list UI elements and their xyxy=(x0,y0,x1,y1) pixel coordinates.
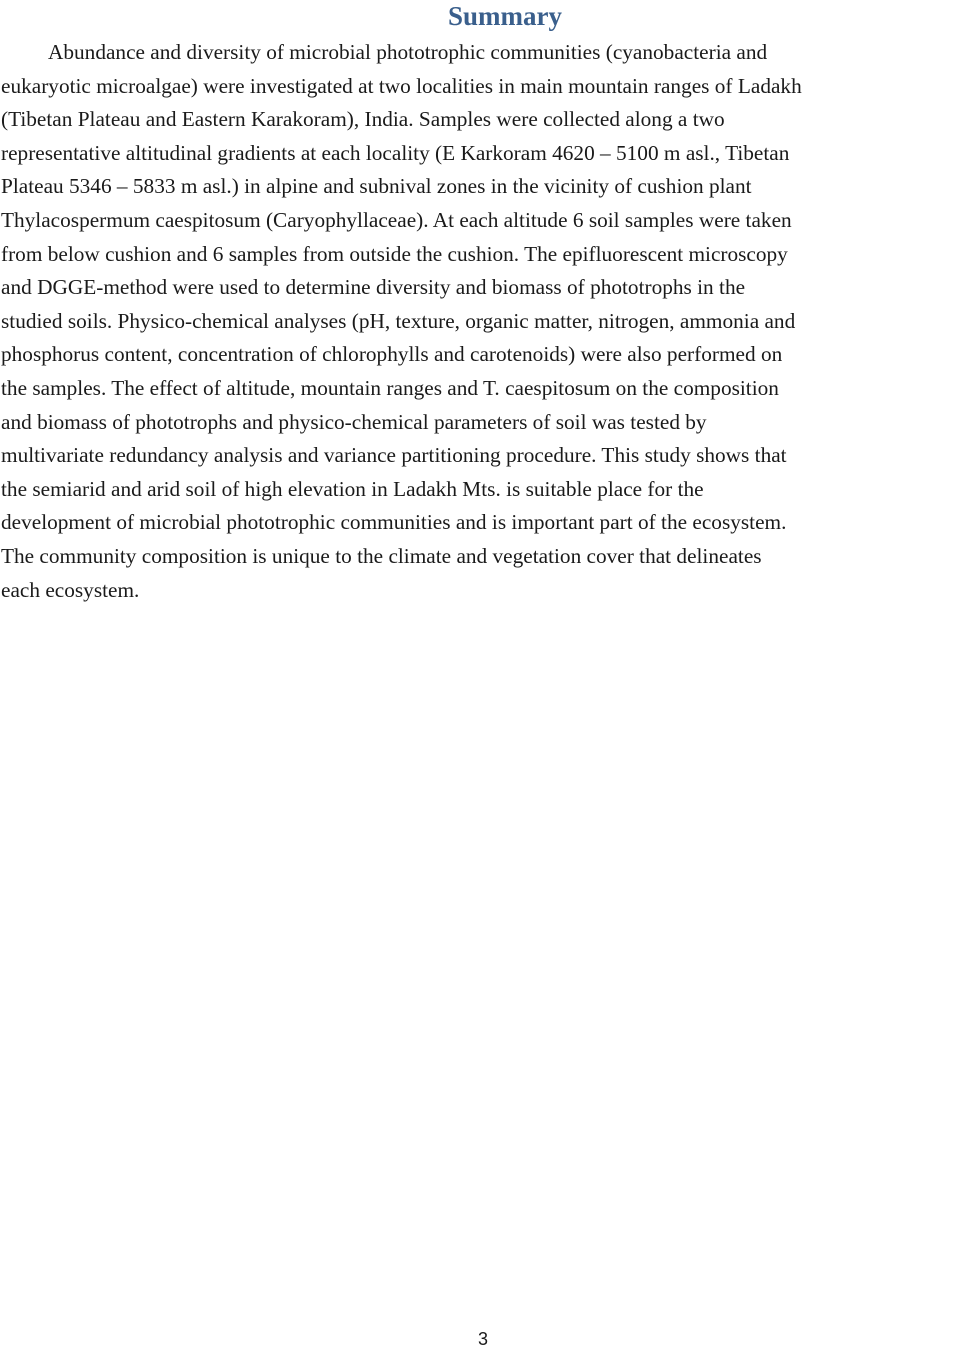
paragraph-line: studied soils. Physico-chemical analyses (pH, texture, organic matter, nitrogen, ammonia and xyxy=(1,308,796,333)
paragraph-line: each ecosystem. xyxy=(1,577,140,602)
page-number: 3 xyxy=(477,1329,488,1349)
paragraph-line: Thylacospermum caespitosum (Caryophyllaceae). At each altitude 6 soil samples were taken xyxy=(1,207,792,232)
summary-paragraph xyxy=(1,36,957,607)
section-title: Summary xyxy=(448,1,562,31)
paragraph-line: eukaryotic microalgae) were investigated at two localities in main mountain ranges of Ladakh xyxy=(1,73,802,98)
paragraph-line: from below cushion and 6 samples from outside the cushion. The epifluorescent microscopy xyxy=(1,241,788,266)
paragraph-line: phosphorus content, concentration of chlorophylls and carotenoids) were also performed on xyxy=(1,342,783,367)
paragraph-line: Plateau 5346 – 5833 m asl.) in alpine and subnival zones in the vicinity of cushion plant xyxy=(1,174,752,199)
paragraph-line: the samples. The effect of altitude, mountain ranges and T. caespitosum on the composition xyxy=(1,375,779,400)
paragraph-line: and DGGE-method were used to determine diversity and biomass of phototrophs in the xyxy=(1,275,746,300)
paragraph-line: representative altitudinal gradients at each locality (E Karkoram 4620 – 5100 m asl., Tibetan xyxy=(1,140,790,165)
paragraph-line: the semiarid and arid soil of high elevation in Ladakh Mts. is suitable place for the xyxy=(1,476,704,501)
paragraph-line: and biomass of phototrophs and physico-chemical parameters of soil was tested by xyxy=(1,409,707,434)
paragraph-line: multivariate redundancy analysis and variance partitioning procedure. This study shows that xyxy=(1,443,787,468)
paragraph-line: (Tibetan Plateau and Eastern Karakoram), India. Samples were collected along a two xyxy=(1,107,725,132)
paragraph-line: development of microbial phototrophic communities and is important part of the ecosystem. xyxy=(1,510,787,535)
paragraph-line: Abundance and diversity of microbial phototrophic communities (cyanobacteria and xyxy=(48,40,768,64)
paragraph-line: The community composition is unique to the climate and vegetation cover that delineates xyxy=(1,543,762,568)
